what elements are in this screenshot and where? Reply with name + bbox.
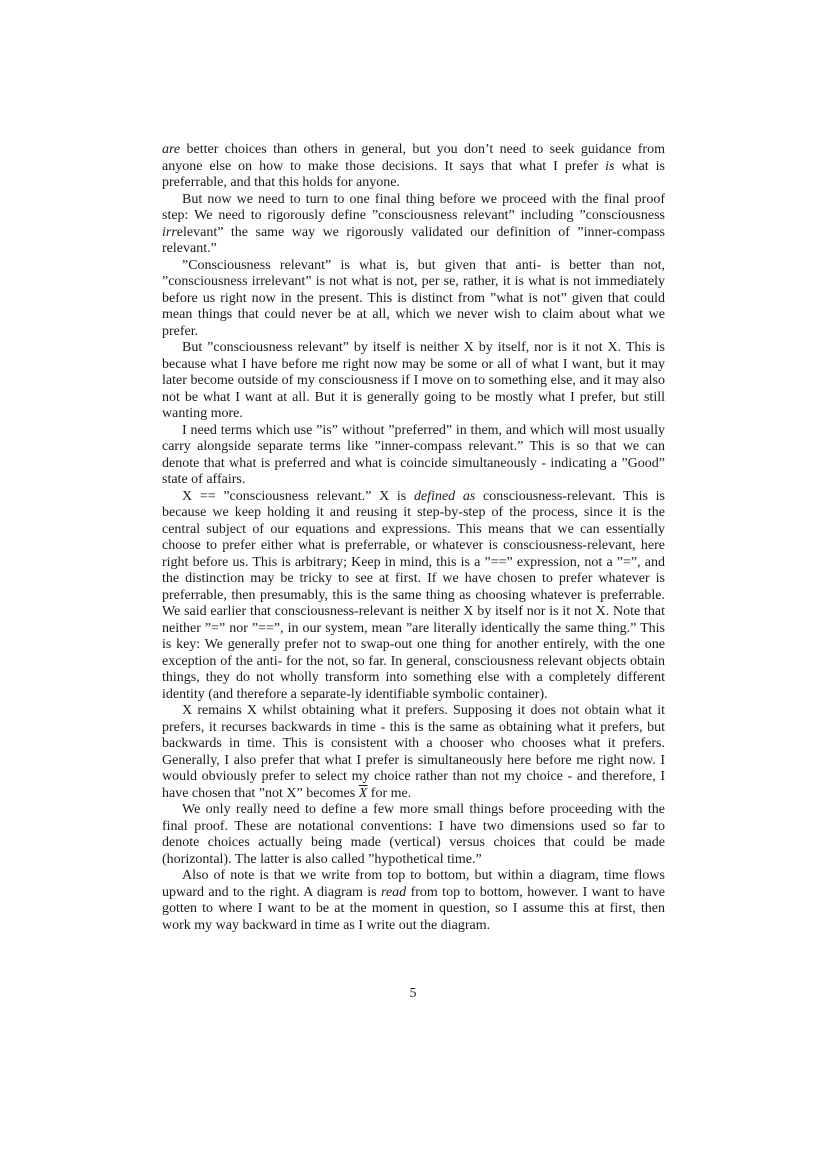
paragraph-3: ”Consciousness relevant” is what is, but given that anti- is better than not, ”consciousness irrelevant” is not what is not, per se, rather, it is what is not immediately before us right now in the present. This is distinct from ”what is not” given that could mean things that could never be at all, which we never wish to claim about what we prefer.: [162, 257, 665, 339]
paragraph-4: But ”consciousness relevant” by itself is neither X by itself, nor is it not X. This is because what I have before me right now may be some or all of what I want, but it may later become outside of my consciousness if I move on to something else, and it may also not be what I want at all. But it is generally going to be mostly what I prefer, but still wanting more.: [162, 340, 665, 421]
emphasis-irr: irr: [162, 224, 177, 240]
page-number: 5: [409, 986, 417, 1001]
emphasis-are: are: [162, 142, 181, 157]
paragraph-2: But now we need to turn to one final thing before we proceed with the final proof step: We need to rigorously define ”consciousness relevant” including ”consciousness irrelevant” the same way we rigorously validated our definition of ”inner-compass relevant.”: [162, 191, 665, 256]
paragraph-5: I need terms which use ”is” without ”preferred” in them, and which will most usually carry alongside separate terms like ”inner-compass relevant.” This is so that we can denote that what is preferred and what is coincide simultaneously - indicating a ”Good” state of affairs.: [162, 422, 665, 487]
body-text: [162, 142, 665, 934]
x-bar-symbol: $\overline{X}$: [358, 785, 368, 801]
paragraph-6: X == ”consciousness relevant.” X is defined as consciousness-relevant. This is because we keep holding it and reusing it step-by-step of the process, since it is the central subject of our equations and expressions. This means that we can essentially choose to prefer either what is preferrable, or whatever is consciousness-relevant, here right before us. This is arbitrary; Keep in mind, this is a ”==” expression, not a ”=”, and the distinction may be tricky to see at first. If we have chosen to prefer whatever is preferrable, then presumably, this is the same thing as choosing whatever is preferrable. We said earlier that consciousness-relevant is neither X by itself nor is it not X. Note that neither ”=” nor ”==”, in our system, mean ”are literally identically the same thing.” This is key: We generally prefer not to swap-out one thing for another entirely, with the one exception of the anti- for the not, so far. In general, consciousness relevant objects obtain things, they do not wholly transform into something else with a completely different identity (and therefore a separate-ly identifiable symbolic container).: [162, 488, 666, 702]
emphasis-read: read: [381, 884, 407, 900]
paragraph-8: We only really need to define a few more small things before proceeding with the final proof. These are notational conventions: I have two dimensions used so far to denote choices actually being made (vertical) versus choices that could be made (horizontal). The latter is also called ”hypothetical time.”: [162, 802, 665, 867]
emphasis-defined-as: defined as: [413, 488, 476, 504]
paragraph-7: X remains X whilst obtaining what it prefers. Supposing it does not obtain what it prefers, it recurses backwards in time - this is the same as obtaining what it prefers, but backwards in time. This is consistent with a chooser who chooses what it prefers. Generally, I also prefer that what I prefer is simultaneously here before me right now. I would obviously prefer to select my choice rather than not my choice - and therefore, I have chosen that ”not X” becomes $\overline{X}$ for me.: [162, 703, 665, 801]
paragraph-9: Also of note is that we write from top to bottom, but within a diagram, time flows upward and to the right. A diagram is read from top to bottom, however. I want to have gotten to where I want to be at the moment in question, so I assume this at first, then work my way backward in time as I write out the diagram.: [162, 868, 665, 933]
paragraph-1: are better choices than others in general, but you don’t need to seek guidance from anyone else on how to make those decisions. It says that what I prefer is what is preferrable, and that this holds for anyone.: [162, 142, 665, 190]
emphasis-is: is: [605, 158, 615, 174]
